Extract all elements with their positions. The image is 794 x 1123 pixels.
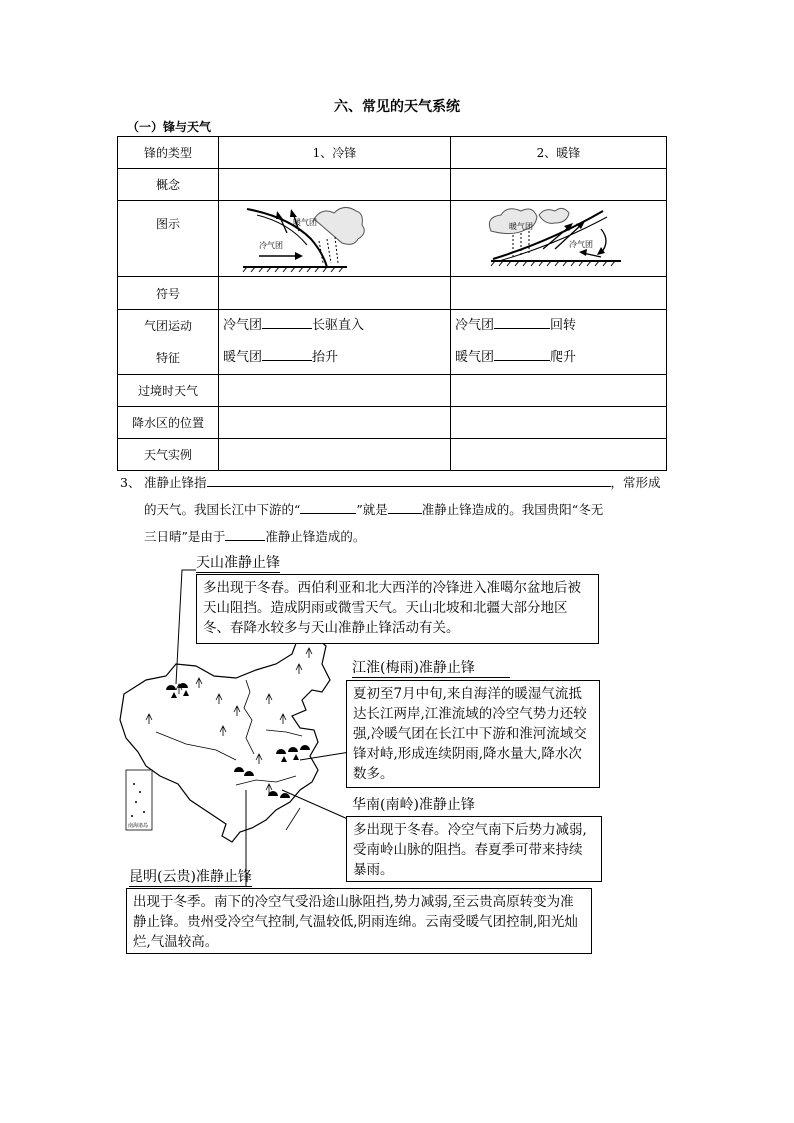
warm-blank-1[interactable]	[494, 328, 550, 329]
item3-blank-2[interactable]	[300, 513, 356, 514]
cell-cold-symbol	[219, 277, 451, 310]
row-label-symbol: 符号	[118, 277, 219, 310]
item3-p2: ，常形成	[610, 475, 661, 490]
item3-blank-4[interactable]	[225, 540, 265, 541]
warm-line2-b: 爬升	[550, 350, 577, 365]
cell-cold-motion	[219, 310, 451, 375]
huanan-box: 多出现于冬春。冷空气南下后势力减弱,受南岭山脉的阻挡。春夏季可带来持续暴雨。	[346, 816, 602, 882]
cold-front-diagram	[219, 201, 449, 273]
cell-cold-precip	[219, 407, 451, 439]
cell-cold-diagram	[219, 201, 451, 277]
row-label-motion	[118, 310, 219, 375]
cold-line1-a: 冷气团	[223, 318, 263, 333]
row-label-weather: 过境时天气	[118, 375, 219, 407]
cell-cold-weather	[219, 375, 451, 407]
cell-cold-concept	[219, 169, 451, 201]
cold-line2-a: 暖气团	[223, 350, 263, 365]
cold-diagram-cold-label: 冷气团	[259, 241, 283, 250]
china-map	[116, 620, 366, 860]
warm-line1-b: 回转	[550, 318, 577, 333]
warm-line1-a: 冷气团	[455, 318, 495, 333]
warm-line2-a: 暖气团	[455, 350, 495, 365]
cold-line1-b: 长驱直入	[312, 318, 365, 333]
item3-p7: 准静止锋造成的。	[265, 529, 366, 544]
cell-warm-motion	[451, 310, 667, 375]
row-label-motion-a: 气团运动	[143, 319, 192, 333]
tianshan-box: 多出现于冬春。西伯利亚和北大西洋的冷锋进入准噶尔盆地后被天山阻挡。造成阴雨或微雪天气。天山北坡和北疆大部分地区冬、春降水较多与天山准静止锋活动有关。	[196, 574, 599, 644]
row-label-example: 天气实例	[118, 439, 219, 471]
map-inset-label: 南海诸岛	[128, 823, 149, 829]
warm-diagram-warm-label: 暖气团	[509, 222, 533, 231]
cell-warm-example	[451, 439, 667, 471]
warm-diagram-cold-label: 冷气团	[569, 240, 593, 249]
header-cold-front: 1、冷锋	[219, 137, 451, 169]
jianghuai-label: 江淮(梅雨)准静止锋	[352, 657, 510, 678]
item3-p3: 的天气。我国长江中下游的“	[144, 502, 301, 517]
item3-p6: 三日晴”是由于	[144, 529, 226, 544]
item3-p4: ”就是	[356, 502, 388, 517]
huanan-label: 华南(南岭)准静止锋	[352, 797, 475, 813]
kunming-box: 出现于冬季。南下的冷空气受沿途山脉阻挡,势力减弱,至云贵高原转变为准静止锋。贵州受冷空气控制,气温较低,阴雨连绵。云南受暖气团控制,阳光灿烂,气温较高。	[126, 888, 592, 954]
cold-diagram-warm-label: 暖气团	[293, 218, 317, 227]
row-label-concept: 概念	[118, 169, 219, 201]
item3-line1	[144, 473, 684, 491]
warm-blank-2[interactable]	[494, 360, 550, 361]
cell-warm-symbol	[451, 277, 667, 310]
kunming-label: 昆明(云贵)准静止锋	[129, 866, 252, 887]
item3-number: 3、	[120, 475, 141, 490]
cell-warm-precip	[451, 407, 667, 439]
tianshan-label: 天山准静止锋	[196, 552, 280, 573]
jianghuai-box: 夏初至7月中旬,来自海洋的暖湿气流抵达长江两岸,江淮流域的冷空气势力还较强,冷暖气团在长江中下游和淮河流域交锋对峙,形成连续阴雨,降水量大,降水次数多。	[346, 680, 600, 788]
row-label-precip: 降水区的位置	[118, 407, 219, 439]
section-heading: （一）锋与天气	[127, 120, 212, 134]
cold-blank-2[interactable]	[262, 360, 312, 361]
item3-blank-3[interactable]	[388, 513, 422, 514]
cold-blank-1[interactable]	[262, 328, 312, 329]
item3-line3	[144, 527, 684, 545]
fronts-table	[117, 136, 667, 471]
warm-front-diagram	[451, 201, 665, 273]
cold-line2-b: 抬升	[312, 350, 339, 365]
item3-blank-1[interactable]	[207, 486, 611, 487]
page-title: 六、常见的天气系统	[334, 99, 460, 115]
item3-p5: 准静止锋造成的。我国贵阳“冬无	[421, 502, 604, 517]
cell-warm-diagram	[451, 201, 667, 277]
item3-line2	[144, 500, 684, 518]
cell-warm-concept	[451, 169, 667, 201]
item3-p1: 准静止锋指	[144, 475, 207, 490]
header-type: 锋的类型	[118, 137, 219, 169]
row-label-motion-b: 特征	[155, 351, 180, 365]
cell-warm-weather	[451, 375, 667, 407]
row-label-diagram: 图示	[118, 201, 219, 277]
header-warm-front: 2、暖锋	[451, 137, 667, 169]
cell-cold-example	[219, 439, 451, 471]
